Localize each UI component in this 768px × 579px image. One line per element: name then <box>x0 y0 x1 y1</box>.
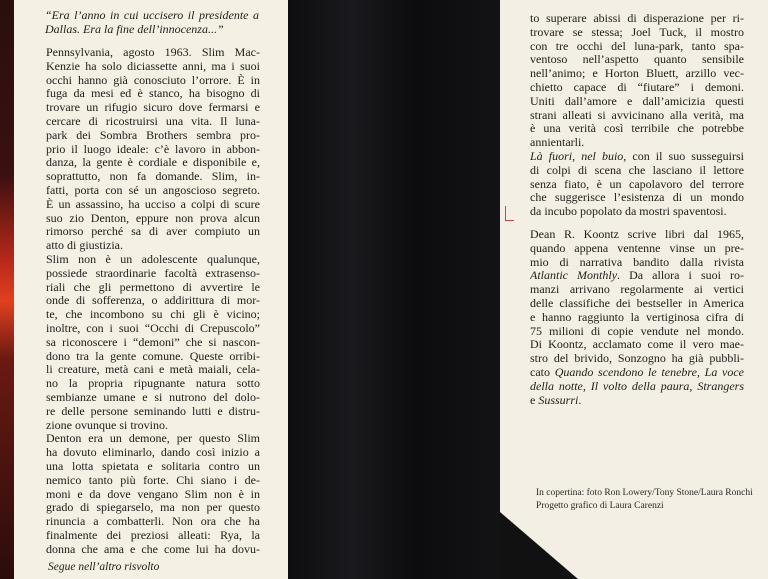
text-line <box>530 380 744 394</box>
text-line: Kenzie ha solo diciassette anni, ma i suoi <box>46 59 260 73</box>
text-line: Slim non è un adolescente qualunque, <box>46 252 260 266</box>
text-line: grado di spiegarselo, ma non per questo <box>46 501 260 515</box>
text-line: prio il luogo ideale: c’è lavoro in abbon- <box>46 142 260 156</box>
synopsis-continued-text <box>530 12 744 219</box>
text-line: li creature, metà cani e metà maiali, cela- <box>46 363 260 377</box>
text-segment: . Da allora i suoi ro- <box>617 269 744 283</box>
text-line: da incubo popolato da mostri spaventosi. <box>530 205 727 219</box>
text-segment: con il suo susseguirsi <box>626 149 744 163</box>
author-bio-text <box>530 228 744 407</box>
text-line: rinuncia a combatterli. Non ora che ha <box>46 515 260 529</box>
text-line: no la propria ripugnante natura sotto <box>46 377 260 391</box>
quote-line: “Era l’anno in cui uccisero il presidente a <box>45 8 259 22</box>
text-line <box>530 269 744 283</box>
text-line: È un assassino, ha ucciso a colpi di scure <box>46 197 260 211</box>
text-line: danza, la gente è cordiale e disponibile e, <box>46 156 260 170</box>
text-line: suo zio Denton, eppure non prova alcun <box>46 211 260 225</box>
text-line: donna che ama e che come lui ha dovu- <box>46 542 260 556</box>
text-line: park dei Sombra Brothers sembra pro- <box>46 128 260 142</box>
text-line: possiede straordinarie facoltà extrasenso- <box>46 266 260 280</box>
text-line: delle classifiche dei bestseller in America <box>530 296 744 310</box>
text-line: moni e da dove vengano Slim non è in <box>46 487 260 501</box>
epigraph-quote <box>45 8 261 36</box>
text-line: nell’animo; e Horton Bluett, arzillo vec- <box>530 67 744 81</box>
text-line: inoltre, con i suoi “Occhi di Crepuscolo” <box>46 321 260 335</box>
text-line: rimorso perché sa di aver compiuto un <box>46 225 260 239</box>
text-line: dono tra la gente comune. Queste orribi- <box>46 349 260 363</box>
synopsis-text <box>46 46 260 556</box>
text-line: Di Koontz, acclamato come il vero mae- <box>530 338 744 352</box>
cover-credits <box>536 487 753 513</box>
text-line: Dean R. Koontz scrive libri dal 1965, <box>530 228 744 241</box>
text-segment: cato <box>530 365 555 379</box>
text-line: stro del brivido, Sonzogno ha già pubbli- <box>530 352 744 366</box>
text-line: atto di giustizia. <box>46 239 123 253</box>
text-line: fatti, porta con sé un angoscioso segreto. <box>46 183 260 197</box>
text-segment: Atlantic Monthly <box>530 269 618 283</box>
text-segment: Là fuori, nel buio, <box>530 149 627 163</box>
text-line: Pennsylvania, agosto 1963. Slim Mac- <box>46 46 260 59</box>
text-line: to superare abissi di disperazione per ri- <box>530 12 744 25</box>
text-line: una lotta spietata e solitaria contro un <box>46 459 260 473</box>
text-segment: della notte, Il volto della paura, Strangers <box>530 379 744 393</box>
text-line: riali che gli permettono di avvertire le <box>46 280 260 294</box>
text-line: senza fiato, è un capolavoro del terrore <box>530 177 744 191</box>
text-line: 75 milioni di copie vendute nel mondo. <box>530 324 744 338</box>
text-line: ha dovuto eliminarlo, dando così inizio a <box>46 446 260 460</box>
text-line: strani alleati si avvicinano alla verità, ma <box>530 108 744 122</box>
front-cover-edge <box>0 0 15 579</box>
text-line: Denton era un demone, per questo Slim <box>46 432 260 446</box>
text-line <box>530 366 744 380</box>
text-segment: e <box>530 393 539 407</box>
text-line: trovare se stessa; Joel Tuck, il mostro <box>530 25 744 39</box>
text-line: te, che incombono su chi gli è vicino; <box>46 308 260 322</box>
text-line <box>530 150 744 164</box>
text-line: finalmente dei preziosi alleati: Rya, la <box>46 528 260 542</box>
text-line: è una verità così terribile che potrebbe <box>530 122 744 136</box>
text-line: Uniti dall’amore e dall’amicizia questi <box>530 94 744 108</box>
text-line: zione ovunque si trovino. <box>46 418 168 432</box>
text-line: soprattutto, non fa domande. Slim, in- <box>46 170 260 184</box>
text-line: ventoso nell’aspetto quanto sensibile <box>530 53 744 67</box>
text-line: sa riconoscere i “demoni” che si nascon- <box>46 335 260 349</box>
text-line: chietto capace di “fiutare” i demoni. <box>530 80 744 94</box>
credit-line: Progetto grafico di Laura Carenzi <box>536 501 664 511</box>
text-line: quando appena ventenne vinse un pre- <box>530 241 744 255</box>
text-line: con tre occhi del luna-park, tanto spa- <box>530 39 744 53</box>
red-pencil-mark <box>505 206 514 221</box>
text-line: cercare di ricostruirsi una vita. Il luna- <box>46 114 260 128</box>
text-line: manzi arrivano regolarmente ai vertici <box>530 283 744 297</box>
text-line: sembianze umane e si nutrono del dolo- <box>46 390 260 404</box>
text-line: onde di sofferenza, o addirittura di mor- <box>46 294 260 308</box>
text-segment: Quando scendono le tenebre, La voce <box>554 365 744 379</box>
text-line: e hanno raggiunto la vertiginosa cifra di <box>530 310 744 324</box>
text-line: mio di narrativa bandito dalla rivista <box>530 255 744 269</box>
text-line: re delle persone seminando lutti e distru- <box>46 404 260 418</box>
text-line: di colpi di scena che lasciano il lettore <box>530 163 744 177</box>
text-segment: Sussurri <box>538 393 579 407</box>
text-line: trovare un rifugio sicuro dove fermarsi e <box>46 101 260 115</box>
text-line: annientarli. <box>530 136 585 150</box>
text-line: che suggerisce l’esistenza di un mondo <box>530 191 744 205</box>
continued-note: Segue nell’altro risvolto <box>48 561 160 573</box>
text-line: fuga da mesi ed è stanco, ha bisogno di <box>46 87 260 101</box>
text-line: occhi hanno già conosciuto l’orrore. È in <box>46 73 260 87</box>
quote-line: Dallas. Era la fine dell’innocenza...” <box>45 22 224 36</box>
text-line: nemico tanto più forte. Chi siano i de- <box>46 473 260 487</box>
book-spine-gap <box>288 0 500 579</box>
credit-line: In copertina: foto Ron Lowery/Tony Stone/Laura Ronchi <box>536 488 753 498</box>
text-line <box>530 394 744 408</box>
text-segment: . <box>578 393 582 407</box>
